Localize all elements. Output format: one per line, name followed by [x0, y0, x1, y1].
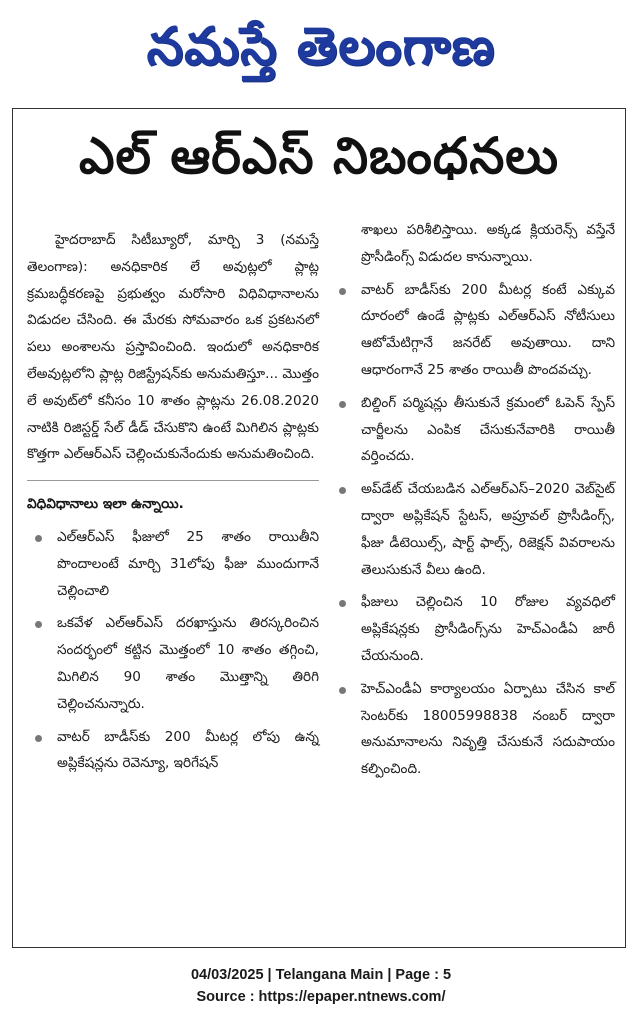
right-bullet-list	[331, 217, 615, 783]
list-item: అప్‌డేట్ చేయబడిన ఎల్ఆర్ఎస్–2020 వెబ్‌సైట్ ద్వారా అప్లికేషన్ స్టేటస్, అప్రూవల్ ప్రొసీడింగ్స్, ఫీజు డీటెయిల్స్, షార్ట్ ఫాల్స్, రిజెక్షన్ వివరాలను తెలుసుకునే వీలు ఉంది.	[331, 476, 615, 583]
list-item: ఒకవేళ ఎల్ఆర్ఎస్ దరఖాస్తును తిరస్కరించిన సందర్భంలో కట్టిన మొత్తంలో 10 శాతం తగ్గించి, మిగిలిన 90 శాతం మొత్తాన్ని తిరిగి చెల్లించనున్నారు.	[27, 610, 319, 717]
left-bullet-list	[27, 524, 319, 777]
list-item: ఫీజులు చెల్లించిన 10 రోజుల వ్యవధిలో అప్లికేషన్లకు ప్రొసీడింగ్స్‌ను హెచ్ఎండీఏ జారీ చేయనుంది.	[331, 589, 615, 669]
article-frame	[12, 108, 626, 948]
list-item: వాటర్ బాడీస్‌కు 200 మీటర్ల లోపు ఉన్న అప్లికేషన్లను రెవెన్యూ, ఇరిగేషన్	[27, 724, 319, 778]
footer-source-link[interactable]: Source : https://epaper.ntnews.com/	[196, 989, 446, 1005]
left-column	[27, 227, 319, 783]
page-footer	[0, 964, 642, 1008]
list-item: హెచ్ఎండీఏ కార్యాలయం ఏర్పాటు చేసిన కాల్ సెంటర్‌కు 18005998838 నంబర్ ద్వారా అనుమానాలను నివృత్తి చేసుకునే సదుపాయం కల్పించింది.	[331, 676, 615, 783]
footer-date-edition: 04/03/2025 | Telangana Main | Page : 5	[190, 967, 452, 983]
list-item: ఎల్ఆర్ఎస్ ఫీజులో 25 శాతం రాయితీని పొందాలంటే మార్చి 31లోపు ఫీజు ముందుగానే చెల్లించాలి	[27, 524, 319, 604]
right-column	[331, 217, 615, 789]
list-item-continuation: శాఖలు పరిశీలిస్తాయి. అక్కడ క్లియరెన్స్ వస్తేనే ప్రొసీడింగ్స్ విడుదల కానున్నాయి.	[361, 222, 615, 265]
masthead-logo: నమస్తే తెలంగాణ	[146, 17, 496, 77]
article-lead-paragraph: హైదరాబాద్ సిటీబ్యూరో, మార్చి 3 (నమస్తే తెలంగాణ): అనధికారిక లే అవుట్లలో ప్లాట్ల క్రమబద్ధీకరణపై ప్రభుత్వం మరోసారి విధివిధానాలను విడుదల చేసింది. ఈ మేరకు సోమవారం ఒక ప్రకటనలో పలు అంశాలను ప్రస్తావించింది. ఇందులో అనధికారిక లేఅవుట్లలోని ప్లాట్ల రిజిస్ట్రేషన్‌కు అనుమతిస్తూ... మొత్తం లే అవుట్‌లో కనీసం 10 శాతం ప్లాట్లను 26.08.2020 నాటికి రిజిస్టర్డ్ సేల్ డీడ్ చేసుకొని ఉంటే మిగిలిన ప్లాట్లకు కొత్తగా ఎల్ఆర్ఎస్ చెల్లించుకునేందుకు అనుమతించింది.	[27, 232, 319, 463]
list-item: వాటర్ బాడీస్‌కు 200 మీటర్ల కంటే ఎక్కువ దూరంలో ఉండే ప్లాట్లకు ఎల్ఆర్ఎస్ నోటీసులు ఆటోమేటిగ్గానే జనరేట్ అవుతాయి. దాని ఆధారంగానే 25 శాతం రాయితీ పొందవచ్చు.	[331, 277, 615, 384]
article-subhead: విధివిధానాలు ఇలా ఉన్నాయి.	[27, 480, 319, 518]
article-headline: ఎల్ ఆర్ఎస్ నిబంధనలు	[78, 127, 560, 185]
list-item: బిల్డింగ్ పర్మిషన్లు తీసుకునే క్రమంలో ఓపెన్ స్పేస్ చార్జీలను ఎంపిక చేసుకునేవారికి రాయితీ వర్తించదు.	[331, 390, 615, 470]
